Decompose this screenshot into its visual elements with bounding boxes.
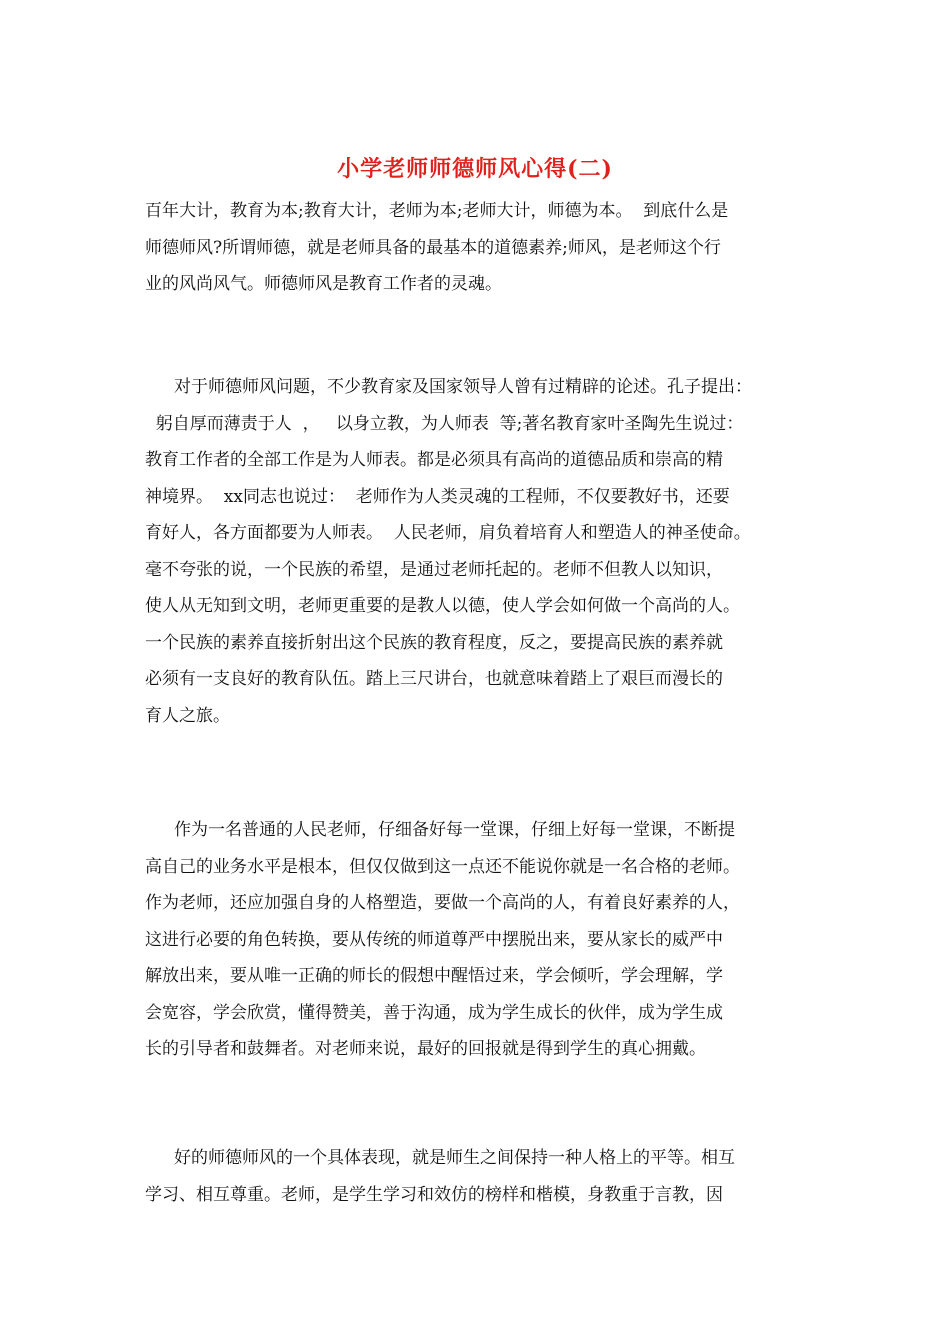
text-line: 学习、相互尊重。老师，是学生学习和效仿的榜样和楷模，身教重于言教，因 — [145, 1184, 723, 1205]
text-line: 作为老师，还应加强自身的人格塑造，要做一个高尚的人，有着良好素养的人， — [145, 893, 740, 913]
text-line: 师德师风?所谓师德，就是老师具备的最基本的道德素养;师风，是老师这个行 — [145, 237, 721, 258]
text-line: 育好人，各方面都要为人师表。 人民老师，肩负着培育人和塑造人的神圣使命。 — [145, 523, 751, 543]
text-line: 对于师德师风问题，不少教育家及国家领导人曾有过精辟的论述。孔子提出： — [174, 377, 752, 397]
text-line: 好的师德师风的一个具体表现，就是师生之间保持一种人格上的平等。相互 — [174, 1148, 735, 1168]
text-line: 一个民族的素养直接折射出这个民族的教育程度，反之，要提高民族的素养就 — [145, 632, 723, 653]
text-line: 这进行必要的角色转换，要从传统的师道尊严中摆脱出来，要从家长的威严中 — [145, 929, 723, 950]
text-line: 神境界。 xx同志也说过： 老师作为人类灵魂的工程师，不仅要教好书，还要 — [145, 486, 730, 507]
paragraph-4 — [145, 1140, 815, 1213]
paragraph-2 — [145, 369, 815, 734]
text-line: 会宽容，学会欣赏，懂得赞美，善于沟通，成为学生成长的伙伴，成为学生成 — [145, 1002, 723, 1023]
text-line: 解放出来，要从唯一正确的师长的假想中醒悟过来，学会倾听，学会理解，学 — [145, 966, 723, 986]
text-line: 高自己的业务水平是根本，但仅仅做到这一点还不能说你就是一名合格的老师。 — [145, 856, 740, 877]
document-title: 小学老师师德师风心得(二) — [337, 156, 613, 182]
text-line: 躬自厚而薄责于人 ， 以身立教，为人师表 等;著名教育家叶圣陶先生说过： — [145, 413, 744, 434]
paragraph-3 — [145, 812, 815, 1068]
text-line: 长的引导者和鼓舞者。对老师来说，最好的回报就是得到学生的真心拥戴。 — [145, 1039, 706, 1059]
text-line: 业的风尚风气。师德师风是教育工作者的灵魂。 — [145, 274, 502, 294]
paragraph-1 — [145, 193, 815, 303]
text-line: 百年大计，教育为本;教育大计，老师为本;老师大计，师德为本。 到底什么是 — [145, 201, 729, 221]
text-line: 使人从无知到文明，老师更重要的是教人以德，使人学会如何做一个高尚的人。 — [145, 596, 740, 616]
text-line: 育人之旅。 — [145, 705, 230, 726]
text-line: 必须有一支良好的教育队伍。踏上三尺讲台，也就意味着踏上了艰巨而漫长的 — [145, 669, 723, 689]
text-line: 毫不夸张的说，一个民族的希望，是通过老师托起的。老师不但教人以知识， — [145, 559, 723, 580]
text-line: 教育工作者的全部工作是为人师表。都是必须具有高尚的道德品质和崇高的精 — [145, 450, 723, 470]
text-line: 作为一名普通的人民老师，仔细备好每一堂课，仔细上好每一堂课，不断提 — [174, 820, 735, 840]
